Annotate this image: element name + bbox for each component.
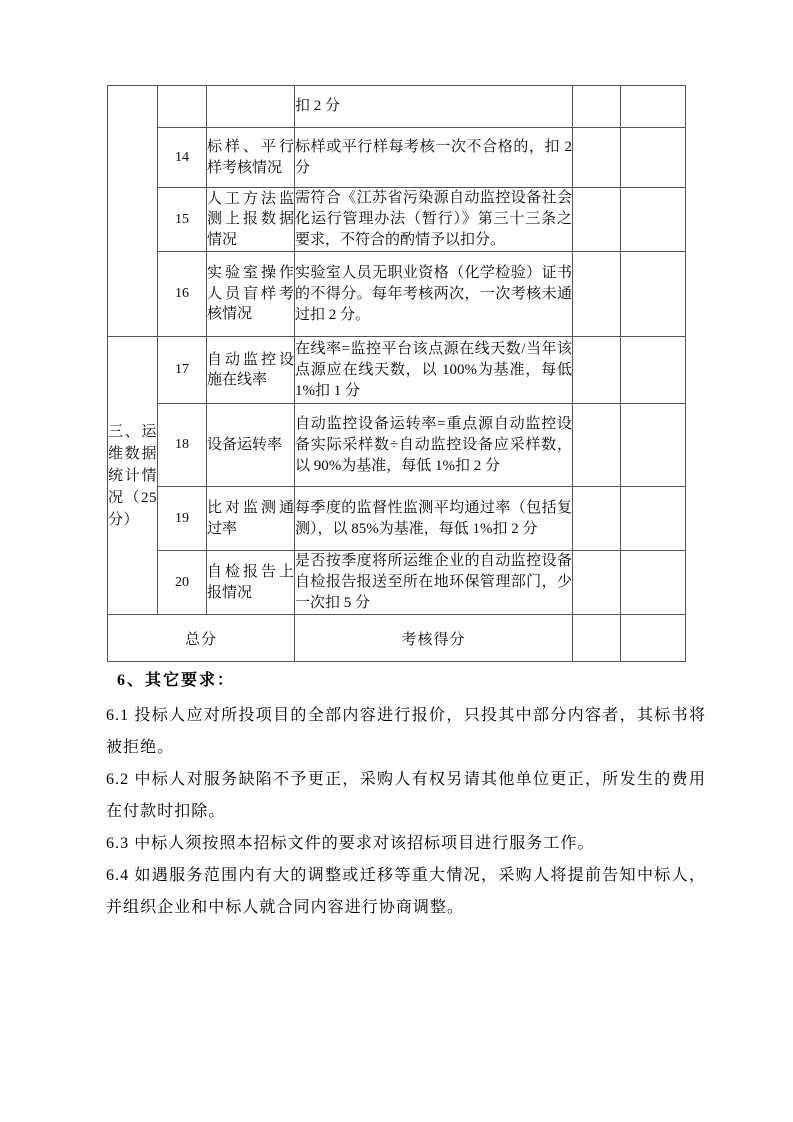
section-heading: 6、其它要求：: [117, 672, 236, 689]
score-cell-empty: [573, 487, 621, 551]
row-number: 17: [158, 337, 207, 404]
score-cell-empty: [573, 252, 621, 337]
criteria-desc: 每季度的监督性监测平均通过率（包括复测），以 85%为基准，每低 1%扣 2 分: [295, 487, 573, 551]
paragraph-6-2: 6.2 中标人对服务缺陷不予更正，采购人有权另请其他单位更正，所发生的费用在付款时扣除。: [106, 771, 706, 820]
item-name: 实验室操作人员盲样考核情况: [207, 252, 295, 337]
score-cell-empty: [621, 551, 686, 615]
table-row-20: [108, 551, 686, 615]
score-cell-empty: [573, 337, 621, 404]
score-cell-empty: [573, 86, 621, 128]
table-row-19: [108, 487, 686, 551]
score-cell-empty: [573, 188, 621, 252]
category-cell-empty: [108, 86, 158, 337]
item-name-empty: [207, 86, 295, 128]
item-name: 设备运转率: [207, 404, 295, 487]
table-row-17: [108, 337, 686, 404]
criteria-desc: 需符合《江苏省污染源自动监控设备社会化运行管理办法（暂行）》第三十三条之要求，不符合的酌情予以扣分。: [295, 188, 573, 252]
criteria-desc: 扣 2 分: [295, 86, 573, 128]
paragraph-6-3: 6.3 中标人须按照本招标文件的要求对该招标项目进行服务工作。: [106, 835, 595, 852]
row-number-empty: [158, 86, 207, 128]
score-cell-empty: [621, 86, 686, 128]
table-row-carryover: [108, 86, 686, 128]
row-number: 15: [158, 188, 207, 252]
score-cell-empty: [573, 128, 621, 188]
score-cell-empty: [621, 252, 686, 337]
score-cell-empty: [621, 337, 686, 404]
item-name: 标样、平行样考核情况: [207, 128, 295, 188]
criteria-desc: 是否按季度将所运维企业的自动监控设备自检报告报送至所在地环保管理部门，少一次扣 5 分: [295, 551, 573, 615]
row-number: 14: [158, 128, 207, 188]
requirements-paragraphs: [106, 700, 706, 924]
score-cell-empty: [573, 551, 621, 615]
paragraph-6-4: 6.4 如遇服务范围内有大的调整或迁移等重大情况，采购人将提前告知中标人，并组织企业和中标人就合同内容进行协商调整。: [106, 867, 706, 916]
table-row-total: [108, 615, 686, 662]
score-cell-empty: [621, 404, 686, 487]
criteria-desc: 在线率=监控平台该点源在线天数/当年该点源应在线天数，以 100%为基准，每低 1%扣 1 分: [295, 337, 573, 404]
paragraph-6-1: 6.1 投标人应对所投项目的全部内容进行报价，只投其中部分内容者，其标书将被拒绝。: [106, 707, 706, 756]
score-cell-empty: [621, 487, 686, 551]
assessment-table: [107, 85, 686, 662]
row-number: 19: [158, 487, 207, 551]
score-label-cell: 考核得分: [295, 615, 573, 662]
item-name: 自检报告上报情况: [207, 551, 295, 615]
score-cell-empty: [621, 615, 686, 662]
criteria-desc: 自动监控设备运转率=重点源自动监控设备实际采样数÷自动监控设备应采样数，以 90%为基准，每低 1%扣 2 分: [295, 404, 573, 487]
table-row-16: [108, 252, 686, 337]
table-row-15: [108, 188, 686, 252]
criteria-desc: 标样或平行样每考核一次不合格的，扣 2 分: [295, 128, 573, 188]
score-cell-empty: [621, 188, 686, 252]
row-number: 20: [158, 551, 207, 615]
criteria-desc: 实验室人员无职业资格（化学检验）证书的不得分。每年考核两次，一次考核未通过扣 2 分。: [295, 252, 573, 337]
score-cell-empty: [621, 128, 686, 188]
score-cell-empty: [573, 615, 621, 662]
row-number: 18: [158, 404, 207, 487]
table-row-14: [108, 128, 686, 188]
item-name: 人工方法监测上报数据情况: [207, 188, 295, 252]
row-number: 16: [158, 252, 207, 337]
score-cell-empty: [573, 404, 621, 487]
total-label-cell: 总分: [108, 615, 295, 662]
item-name: 自动监控设施在线率: [207, 337, 295, 404]
category-cell-label: 三、运维数据统计情况（25分）: [108, 337, 158, 615]
item-name: 比对监测通过率: [207, 487, 295, 551]
table-row-18: [108, 404, 686, 487]
